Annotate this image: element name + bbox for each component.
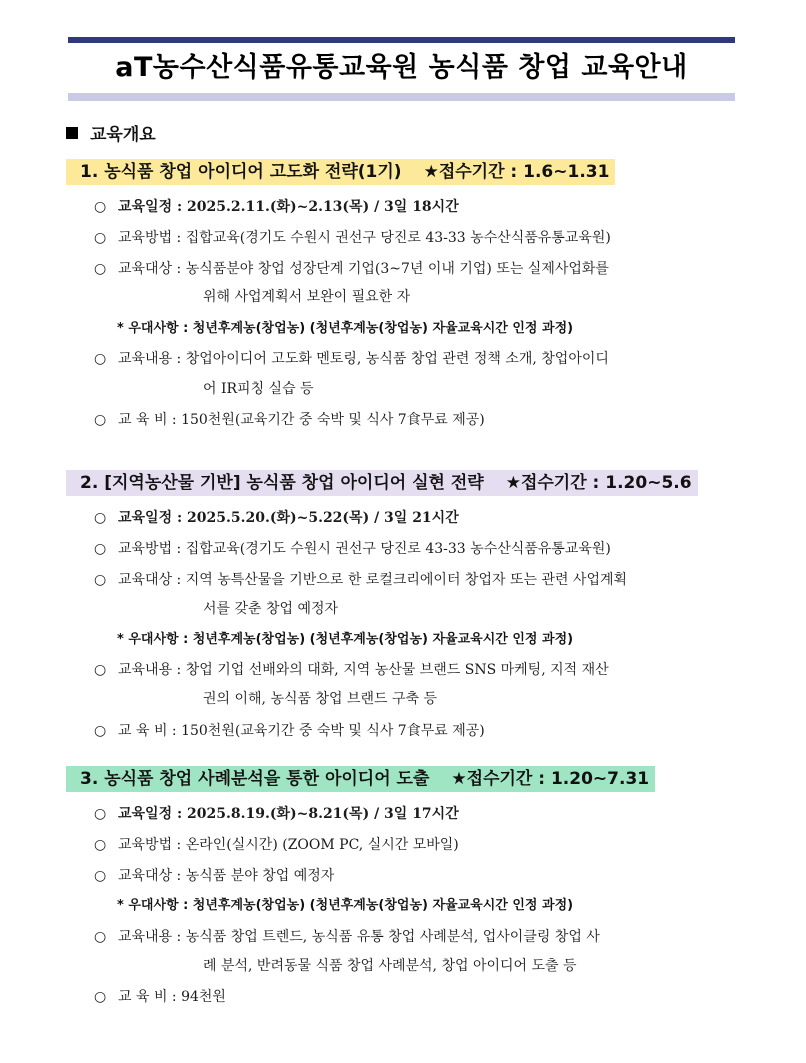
section-3-title: 3. 농식품 창업 사례분석을 통한 아이디어 도출: [80, 769, 430, 789]
circle-bullet-icon: ○: [94, 572, 107, 588]
section-2-registration: ★접수기간 : 1.20~5.6: [505, 473, 692, 493]
section-2-preference: * 우대사항 : 청년후계농(창업농) (청년후계농(창업농) 자율교육시간 인정 과정): [117, 632, 574, 647]
circle-bullet-icon: ○: [94, 929, 107, 945]
section-1-content-cont: 어 IR피칭 실습 등: [203, 381, 314, 397]
section-1-registration: ★접수기간 : 1.6~1.31: [423, 162, 610, 182]
circle-bullet-icon: ○: [94, 230, 107, 246]
overview-label: 교육개요: [90, 125, 156, 145]
section-1-target: ○ 교육대상 : 농식품분야 창업 성장단계 기업(3~7년 이내 기업) 또는 실제사업화를: [94, 256, 609, 282]
circle-bullet-icon: ○: [94, 351, 107, 367]
circle-bullet-icon: ○: [94, 199, 107, 215]
section-3-fee: ○ 교 육 비 : 94천원: [94, 984, 226, 1010]
section-2-method: ○ 교육방법 : 집합교육(경기도 수원시 권선구 당진로 43-33 농수산식품유통교육원): [94, 536, 611, 562]
section-1-schedule: ○ 교육일정 : 2025.2.11.(화)~2.13(목) / 3일 18시간: [94, 194, 459, 220]
circle-bullet-icon: ○: [94, 510, 107, 526]
overview-heading: [66, 120, 156, 145]
circle-bullet-icon: ○: [94, 837, 107, 853]
section-2-content-cont: 권의 이해, 농식품 창업 브랜드 구축 등: [203, 691, 438, 707]
page-title: aT농수산식품유통교육원 농식품 창업 교육안내: [115, 52, 688, 83]
section-3-content: ○ 교육내용 : 농식품 창업 트렌드, 농식품 유통 창업 사례분석, 업사이클링 창업 사: [94, 924, 600, 950]
section-2-target: ○ 교육대상 : 지역 농특산물을 기반으로 한 로컬크리에이터 창업자 또는 관련 사업계획: [94, 567, 627, 593]
section-1-fee: ○ 교 육 비 : 150천원(교육기간 중 숙박 및 식사 7食무료 제공): [94, 407, 485, 433]
circle-bullet-icon: ○: [94, 261, 107, 277]
circle-bullet-icon: ○: [94, 541, 107, 557]
section-2-content: ○ 교육내용 : 창업 기업 선배와의 대화, 지역 농산물 브랜드 SNS 마케팅, 지적 재산: [94, 657, 609, 683]
section-1-heading: [66, 159, 615, 185]
circle-bullet-icon: ○: [94, 989, 107, 1005]
section-3-preference: * 우대사항 : 청년후계농(창업농) (청년후계농(창업농) 자율교육시간 인정 과정): [117, 898, 574, 913]
title-block: [68, 37, 735, 101]
section-2-target-cont: 서를 갖춘 창업 예정자: [203, 601, 339, 617]
section-3-target: ○ 교육대상 : 농식품 분야 창업 예정자: [94, 863, 334, 889]
circle-bullet-icon: ○: [94, 868, 107, 884]
circle-bullet-icon: ○: [94, 662, 107, 678]
section-3-content-cont: 례 분석, 반려동물 식품 창업 사례분석, 창업 아이디어 도출 등: [203, 958, 577, 974]
section-1-title: 1. 농식품 창업 아이디어 고도화 전략(1기): [80, 162, 402, 182]
section-2-fee: ○ 교 육 비 : 150천원(교육기간 중 숙박 및 식사 7食무료 제공): [94, 718, 485, 744]
section-3-schedule: ○ 교육일정 : 2025.8.19.(화)~8.21(목) / 3일 17시간: [94, 801, 459, 827]
section-1-target-cont: 위해 사업계획서 보완이 필요한 자: [203, 289, 411, 305]
circle-bullet-icon: ○: [94, 412, 107, 428]
section-1-preference: * 우대사항 : 청년후계농(창업농) (청년후계농(창업농) 자율교육시간 인정 과정): [117, 321, 574, 336]
section-1-method: ○ 교육방법 : 집합교육(경기도 수원시 권선구 당진로 43-33 농수산식품유통교육원): [94, 225, 611, 251]
square-bullet-icon: [66, 127, 78, 139]
section-2-heading: [66, 470, 698, 496]
circle-bullet-icon: ○: [94, 806, 107, 822]
title-bottom-bar: [68, 93, 735, 101]
section-3-method: ○ 교육방법 : 온라인(실시간) (ZOOM PC, 실시간 모바일): [94, 832, 459, 858]
circle-bullet-icon: ○: [94, 723, 107, 739]
section-1-content: ○ 교육내용 : 창업아이디어 고도화 멘토링, 농식품 창업 관련 정책 소개, 창업아이디: [94, 346, 609, 372]
section-2-title: 2. [지역농산물 기반] 농식품 창업 아이디어 실현 전략: [80, 473, 484, 493]
section-3-heading: [66, 766, 655, 792]
section-3-registration: ★접수기간 : 1.20~7.31: [451, 769, 650, 789]
section-2-schedule: ○ 교육일정 : 2025.5.20.(화)~5.22(목) / 3일 21시간: [94, 505, 459, 531]
